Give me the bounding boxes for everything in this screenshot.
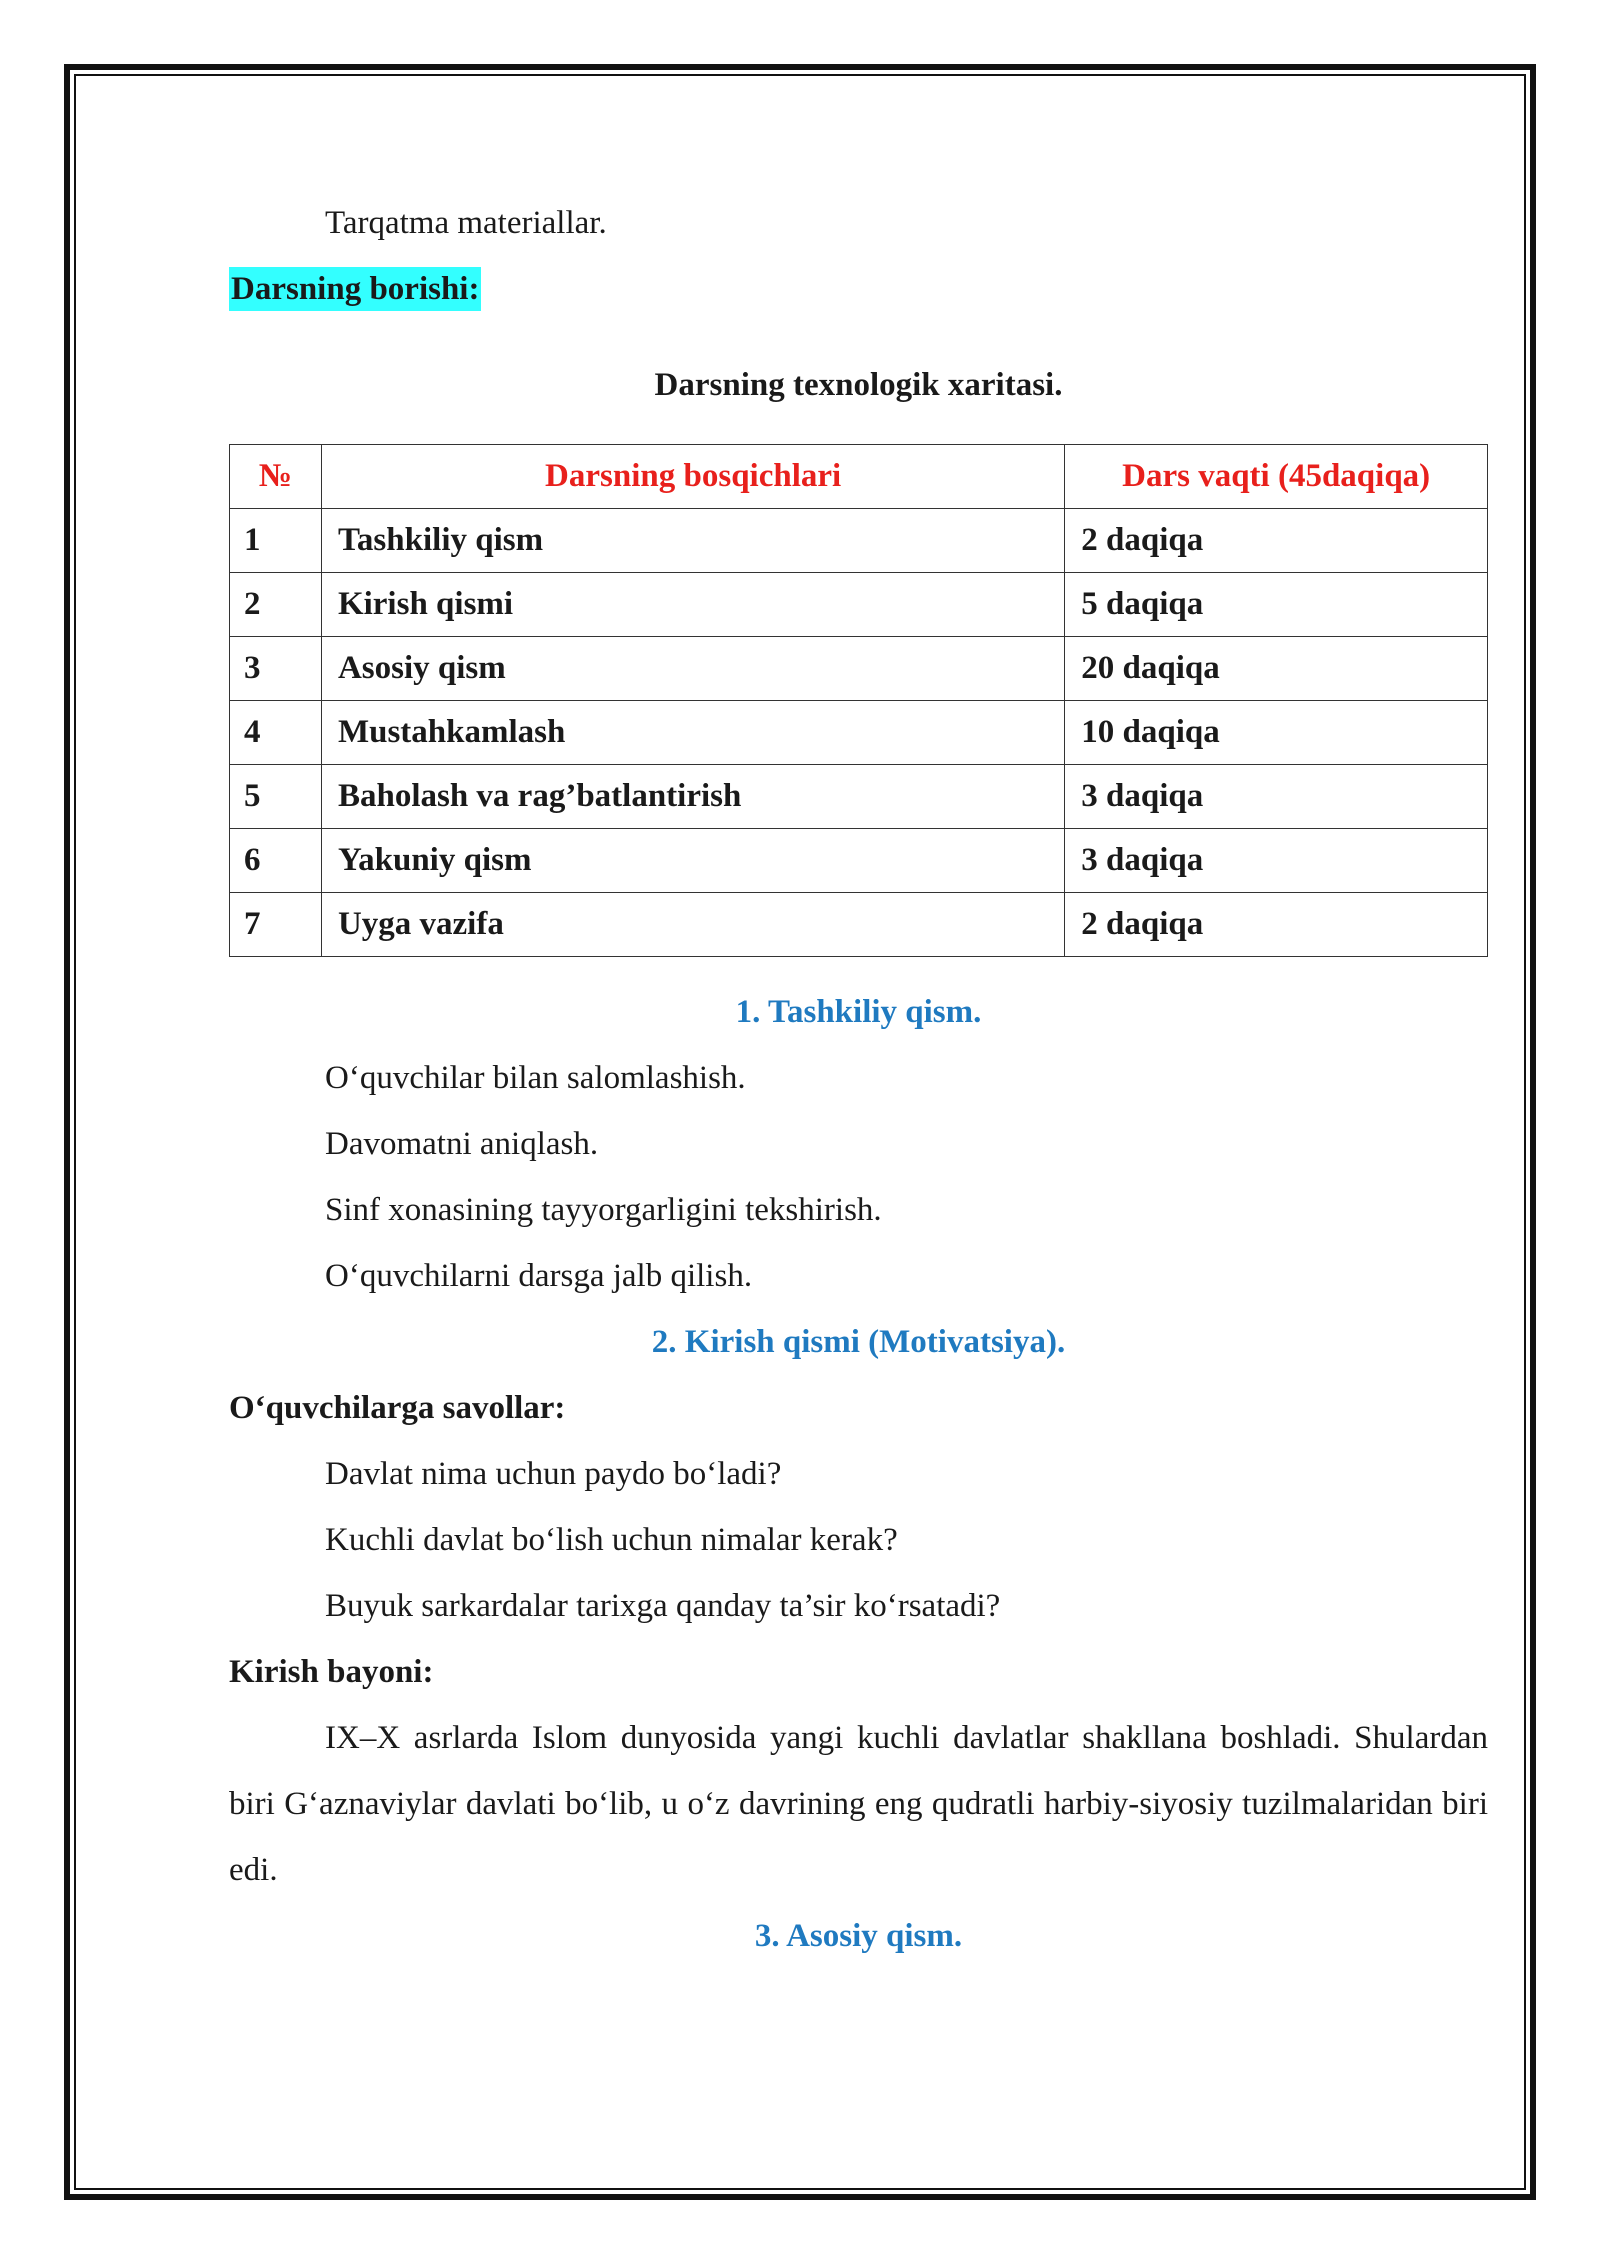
table-row bbox=[230, 829, 1488, 893]
section1-item: Sinf xonasining tayyorgarligini tekshirish. bbox=[325, 1192, 882, 1228]
section1-item: O‘quvchilarni darsga jalb qilish. bbox=[325, 1258, 753, 1294]
row-number: 3 bbox=[230, 637, 322, 701]
row-number: 2 bbox=[230, 573, 322, 637]
question-item: Kuchli davlat bo‘lish uchun nimalar kerak? bbox=[325, 1522, 898, 1558]
row-stage: Mustahkamlash bbox=[321, 701, 1064, 765]
table-header-row bbox=[230, 445, 1488, 509]
intro-heading: Kirish bayoni: bbox=[229, 1654, 434, 1690]
section3-title: 3. Asosiy qism. bbox=[754, 1918, 963, 1954]
table-row bbox=[230, 573, 1488, 637]
row-time: 2 daqiqa bbox=[1065, 893, 1488, 957]
intro-line: Tarqatma materiallar. bbox=[325, 205, 607, 241]
section1-item: O‘quvchilar bilan salomlashish. bbox=[325, 1060, 746, 1096]
row-number: 4 bbox=[230, 701, 322, 765]
header-time: Dars vaqti (45daqiqa) bbox=[1065, 445, 1488, 509]
progress-heading: Darsning borishi: bbox=[229, 267, 481, 311]
section1-title: 1. Tashkiliy qism. bbox=[735, 994, 982, 1030]
table-row bbox=[230, 509, 1488, 573]
document-body bbox=[229, 190, 1488, 1969]
section1-item: Davomatni aniqlash. bbox=[325, 1126, 599, 1162]
row-stage: Kirish qismi bbox=[321, 573, 1064, 637]
row-number: 1 bbox=[230, 509, 322, 573]
row-number: 7 bbox=[230, 893, 322, 957]
row-time: 20 daqiqa bbox=[1065, 637, 1488, 701]
questions-heading: O‘quvchilarga savollar: bbox=[229, 1390, 566, 1426]
row-stage: Tashkiliy qism bbox=[321, 509, 1064, 573]
header-stages: Darsning bosqichlari bbox=[321, 445, 1064, 509]
row-time: 5 daqiqa bbox=[1065, 573, 1488, 637]
question-item: Buyuk sarkardalar tarixga qanday ta’sir ko‘rsatadi? bbox=[325, 1588, 1001, 1624]
question-item: Davlat nima uchun paydo bo‘ladi? bbox=[325, 1456, 782, 1492]
table-row bbox=[230, 701, 1488, 765]
row-time: 3 daqiqa bbox=[1065, 829, 1488, 893]
row-stage: Baholash va rag’batlantirish bbox=[321, 765, 1064, 829]
progress-heading-line bbox=[229, 256, 1488, 322]
intro-paragraph: IX–X asrlarda Islom dunyosida yangi kuchli davlatlar shakllana boshladi. Shulardan biri G‘aznaviylar davlati bo‘lib, u o‘z davrining eng qudratli harbiy-siyosiy tuzilmalaridan biri edi. bbox=[229, 1720, 1488, 1888]
row-time: 10 daqiqa bbox=[1065, 701, 1488, 765]
table-row bbox=[230, 637, 1488, 701]
row-stage: Uyga vazifa bbox=[321, 893, 1064, 957]
table-row bbox=[230, 893, 1488, 957]
row-stage: Yakuniy qism bbox=[321, 829, 1064, 893]
row-time: 3 daqiqa bbox=[1065, 765, 1488, 829]
row-time: 2 daqiqa bbox=[1065, 509, 1488, 573]
map-title: Darsning texnologik xaritasi. bbox=[654, 367, 1063, 403]
section2-title: 2. Kirish qismi (Motivatsiya). bbox=[651, 1324, 1066, 1360]
lesson-plan-table bbox=[229, 444, 1488, 957]
row-number: 5 bbox=[230, 765, 322, 829]
table-row bbox=[230, 765, 1488, 829]
row-stage: Asosiy qism bbox=[321, 637, 1064, 701]
header-number: № bbox=[230, 445, 322, 509]
row-number: 6 bbox=[230, 829, 322, 893]
